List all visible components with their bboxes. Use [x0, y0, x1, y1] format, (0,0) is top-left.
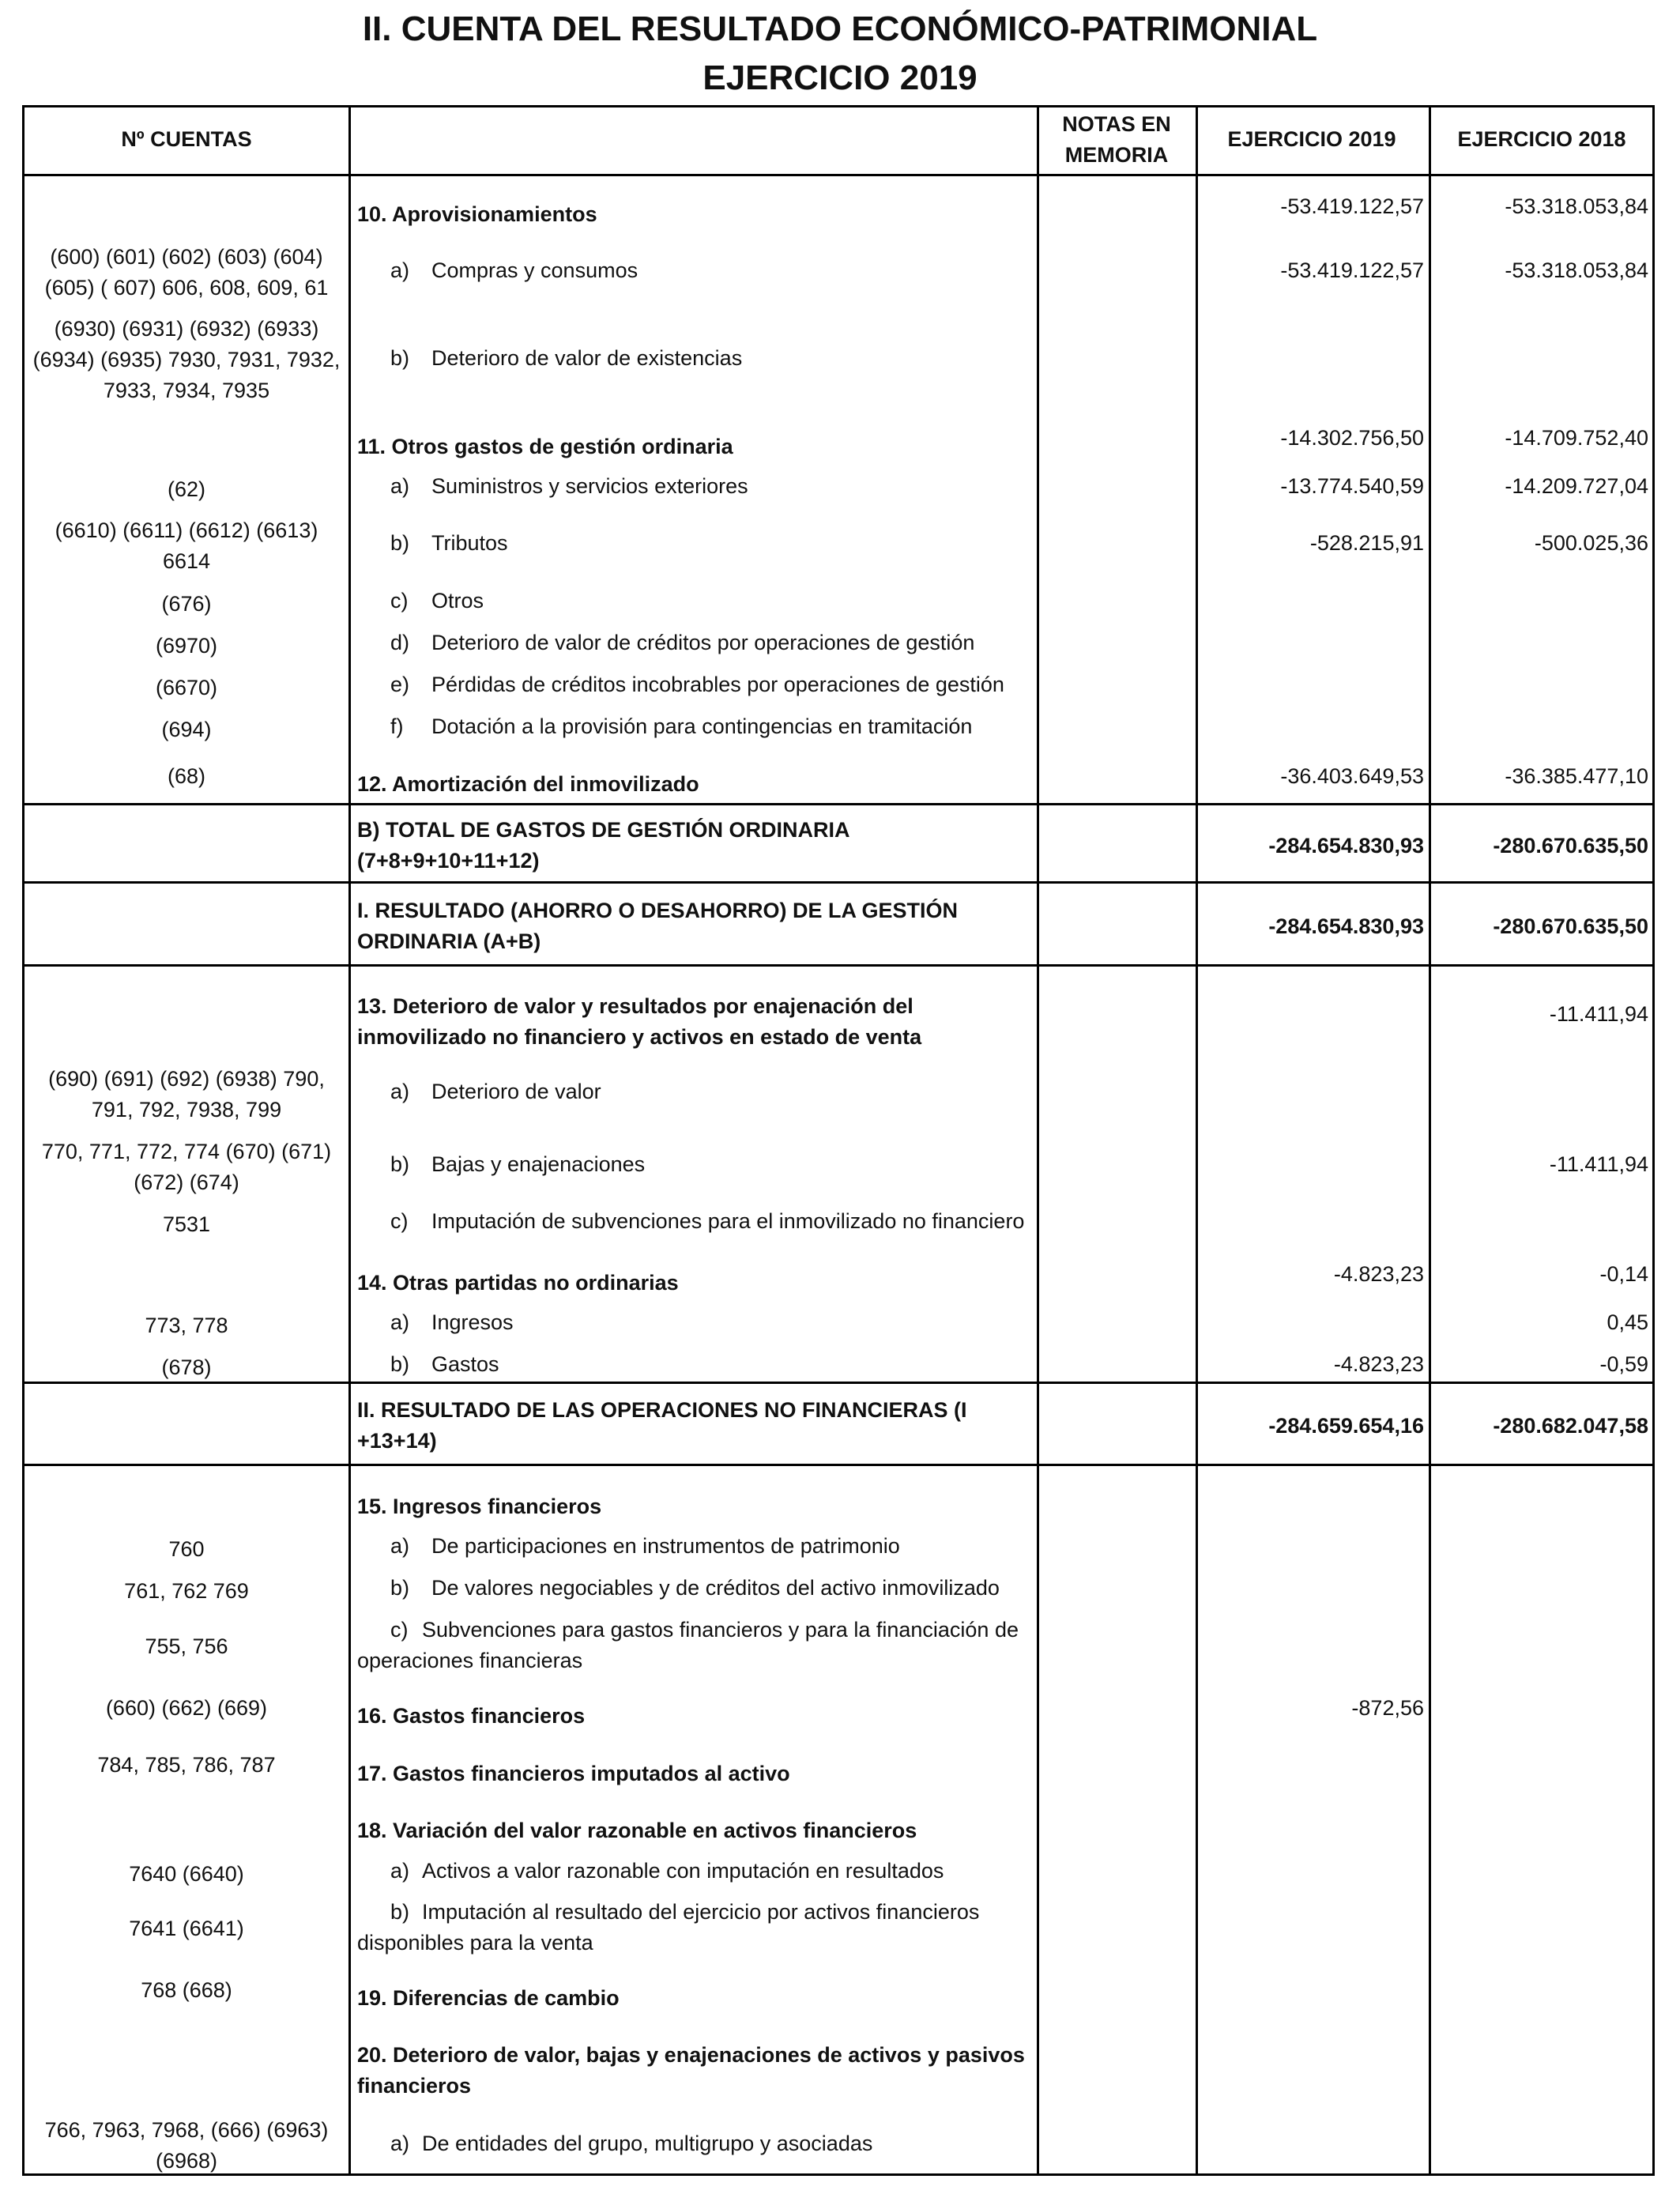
item-label: Imputación de subvenciones para el inmovilizado no financiero: [431, 1209, 1025, 1233]
header-notes-line2: MEMORIA: [1064, 143, 1169, 167]
account-codes: (6610) (6611) (6612) (6613): [55, 518, 318, 542]
row-label: 18. Variación del valor razonable en activos financieros: [357, 1819, 917, 1842]
account-codes: (694): [161, 718, 212, 741]
item-marker: e): [390, 673, 410, 696]
item-marker: d): [390, 631, 410, 654]
account-codes: 760: [168, 1537, 205, 1561]
total-value-2019: -284.654.830,93: [1268, 834, 1424, 858]
row-label: 20. Deterioro de valor, bajas y enajenaciones de activos y pasivos: [357, 2043, 1025, 2067]
item-label: De valores negociables y de créditos del activo inmovilizado: [431, 1576, 1000, 1600]
value-2019: -36.403.649,53: [1280, 764, 1424, 788]
result-label: I. RESULTADO (AHORRO O DESAHORRO) DE LA GESTIÓN: [357, 899, 959, 922]
result-value-2019: -284.659.654,16: [1268, 1414, 1424, 1438]
account-codes: 7531: [162, 1212, 211, 1236]
item-marker: a): [390, 258, 410, 282]
item-marker: c): [390, 589, 409, 613]
row-label: [357, 255, 1033, 286]
row-label: [357, 1307, 1033, 1338]
account-codes: (600) (601) (602) (603) (604): [50, 245, 323, 269]
row-label: [357, 1573, 1033, 1604]
header-year-2019: EJERCICIO 2019: [1227, 127, 1396, 151]
result-label: ORDINARIA (A+B): [357, 929, 541, 953]
row-divider: [22, 1464, 1655, 1466]
row-label: 14. Otras partidas no ordinarias: [357, 1271, 679, 1295]
header-notes-line1: NOTAS EN: [1062, 112, 1171, 136]
header-year-2018: EJERCICIO 2018: [1457, 127, 1626, 151]
item-marker: c): [390, 1209, 409, 1233]
value-2019: -13.774.540,59: [1280, 474, 1424, 498]
item-marker: b): [390, 346, 410, 370]
row-label: [357, 586, 1033, 616]
account-codes: 7640 (6640): [129, 1862, 244, 1886]
value-2018: -14.209.727,04: [1505, 474, 1648, 498]
value-2019: -14.302.756,50: [1280, 426, 1424, 450]
row-label: [357, 1615, 1033, 1646]
account-codes: 770, 771, 772, 774 (670) (671): [41, 1140, 332, 1163]
account-codes: 791, 792, 7938, 799: [91, 1098, 282, 1122]
total-value-2018: -280.670.635,50: [1493, 834, 1648, 858]
account-codes: (676): [161, 592, 212, 616]
result-value-2018: -280.670.635,50: [1493, 914, 1648, 938]
value-2018: -0,14: [1599, 1262, 1648, 1286]
row-divider: [22, 881, 1655, 884]
total-label: (7+8+9+10+11+12): [357, 849, 540, 873]
item-label: Tributos: [431, 531, 508, 555]
account-codes: 766, 7963, 7968, (666) (6963): [44, 2118, 329, 2142]
row-label: [357, 1206, 1033, 1237]
row-label: [357, 1897, 1033, 1928]
column-divider: [348, 105, 351, 2176]
row-divider: [22, 803, 1655, 805]
item-label: Imputación al resultado del ejercicio por activos financieros: [422, 1900, 980, 1924]
item-label: Gastos: [431, 1352, 499, 1376]
account-codes: 7933, 7934, 7935: [103, 379, 270, 402]
item-label: De entidades del grupo, multigrupo y asociadas: [422, 2132, 873, 2155]
item-label: Bajas y enajenaciones: [431, 1152, 646, 1176]
account-codes: 761, 762 769: [124, 1579, 249, 1603]
value-2019: -872,56: [1351, 1696, 1424, 1720]
value-2019: -4.823,23: [1333, 1262, 1424, 1286]
account-codes: (62): [167, 477, 205, 501]
account-codes: (6968): [155, 2149, 218, 2173]
column-divider: [1037, 105, 1039, 2176]
row-label: [357, 1856, 1033, 1887]
item-marker: b): [390, 1152, 410, 1176]
value-2018: -14.709.752,40: [1505, 426, 1648, 450]
row-label: 12. Amortización del inmovilizado: [357, 772, 699, 796]
row-label: [357, 1349, 1033, 1380]
item-marker: a): [390, 1310, 410, 1334]
account-codes: (6934) (6935) 7930, 7931, 7932,: [32, 348, 341, 371]
row-label: 19. Diferencias de cambio: [357, 1986, 620, 2010]
row-label: [357, 628, 1033, 658]
value-2018: -36.385.477,10: [1505, 764, 1648, 788]
row-label: [357, 711, 1033, 742]
item-label: De participaciones en instrumentos de patrimonio: [431, 1534, 900, 1558]
account-codes: 7641 (6641): [129, 1917, 244, 1940]
item-label: Compras y consumos: [431, 258, 638, 282]
total-label: B) TOTAL DE GASTOS DE GESTIÓN ORDINARIA: [357, 818, 850, 842]
column-divider: [1196, 105, 1198, 2176]
account-codes: (605) ( 607) 606, 608, 609, 61: [44, 276, 329, 300]
item-marker: c): [390, 1618, 409, 1642]
account-codes: 768 (668): [141, 1978, 232, 2002]
item-marker: a): [390, 474, 410, 498]
value-2019: -528.215,91: [1309, 531, 1424, 555]
item-label: Deterioro de valor de existencias: [431, 346, 743, 370]
row-label: [357, 1531, 1033, 1562]
row-label: financieros: [357, 2074, 472, 2098]
item-marker: a): [390, 2132, 410, 2155]
row-divider: [22, 964, 1655, 967]
item-marker: b): [390, 1352, 410, 1376]
row-label-continuation: operaciones financieras: [357, 1649, 583, 1672]
value-2018: -500.025,36: [1534, 531, 1648, 555]
account-codes: (678): [161, 1355, 212, 1379]
value-2018: -11.411,94: [1549, 1152, 1648, 1176]
row-label: [357, 528, 1033, 559]
row-label: [357, 2128, 1033, 2159]
account-codes: (690) (691) (692) (6938) 790,: [48, 1067, 325, 1091]
account-codes: 755, 756: [145, 1634, 228, 1658]
value-2019: -53.419.122,57: [1280, 194, 1424, 218]
row-label-continuation: disponibles para la venta: [357, 1931, 593, 1955]
row-label: 10. Aprovisionamientos: [357, 202, 597, 226]
account-codes: (6970): [155, 634, 218, 658]
row-label: 13. Deterioro de valor y resultados por enajenación del: [357, 994, 913, 1018]
row-label: inmovilizado no financiero y activos en estado de venta: [357, 1025, 922, 1049]
item-marker: a): [390, 1859, 410, 1883]
report-subtitle: EJERCICIO 2019: [703, 58, 977, 97]
account-codes: 773, 778: [145, 1314, 228, 1337]
value-2018: -53.318.053,84: [1505, 258, 1648, 282]
row-label: 11. Otros gastos de gestión ordinaria: [357, 435, 733, 458]
account-codes: (660) (662) (669): [105, 1696, 268, 1720]
account-codes: 784, 785, 786, 787: [97, 1753, 276, 1777]
value-2018: 0,45: [1607, 1310, 1648, 1334]
column-divider: [1429, 105, 1431, 2176]
item-label: Activos a valor razonable con imputación en resultados: [422, 1859, 944, 1883]
value-2018: -0,59: [1599, 1352, 1648, 1376]
result-value-2018: -280.682.047,58: [1493, 1414, 1648, 1438]
item-marker: a): [390, 1534, 410, 1558]
header-accounts: Nº CUENTAS: [121, 127, 252, 151]
account-codes: (6670): [155, 676, 218, 699]
value-2019: -4.823,23: [1333, 1352, 1424, 1376]
result-value-2019: -284.654.830,93: [1268, 914, 1424, 938]
account-codes: (6930) (6931) (6932) (6933): [54, 317, 319, 341]
row-label: [357, 471, 1033, 502]
item-label: Deterioro de valor: [431, 1080, 601, 1103]
row-label: 15. Ingresos financieros: [357, 1495, 602, 1518]
item-marker: b): [390, 531, 410, 555]
account-codes: 6614: [162, 549, 211, 573]
item-marker: f): [390, 714, 404, 738]
row-divider: [22, 174, 1655, 176]
item-label: Suministros y servicios exteriores: [431, 474, 748, 498]
value-2018: -53.318.053,84: [1505, 194, 1648, 218]
result-label: II. RESULTADO DE LAS OPERACIONES NO FINANCIERAS (I: [357, 1398, 967, 1422]
item-label: Ingresos: [431, 1310, 514, 1334]
row-label: [357, 669, 1033, 700]
value-2018: -11.411,94: [1549, 1002, 1648, 1026]
item-label: Pérdidas de créditos incobrables por operaciones de gestión: [431, 673, 1004, 696]
row-label: [357, 1149, 1033, 1180]
result-label: +13+14): [357, 1429, 437, 1453]
item-marker: b): [390, 1900, 410, 1924]
report-title: II. CUENTA DEL RESULTADO ECONÓMICO-PATRIMONIAL: [362, 9, 1318, 48]
row-label: [357, 343, 1033, 374]
account-codes: (68): [167, 764, 205, 788]
account-codes: (672) (674): [134, 1171, 239, 1194]
item-label: Deterioro de valor de créditos por operaciones de gestión: [431, 631, 975, 654]
item-marker: b): [390, 1576, 410, 1600]
item-label: Subvenciones para gastos financieros y para la financiación de: [422, 1618, 1019, 1642]
row-label: 17. Gastos financieros imputados al activo: [357, 1762, 790, 1785]
item-marker: a): [390, 1080, 410, 1103]
value-2019: -53.419.122,57: [1280, 258, 1424, 282]
row-label: 16. Gastos financieros: [357, 1704, 586, 1728]
row-label: [357, 1076, 1033, 1107]
item-label: Otros: [431, 589, 484, 613]
item-label: Dotación a la provisión para contingencias en tramitación: [431, 714, 973, 738]
